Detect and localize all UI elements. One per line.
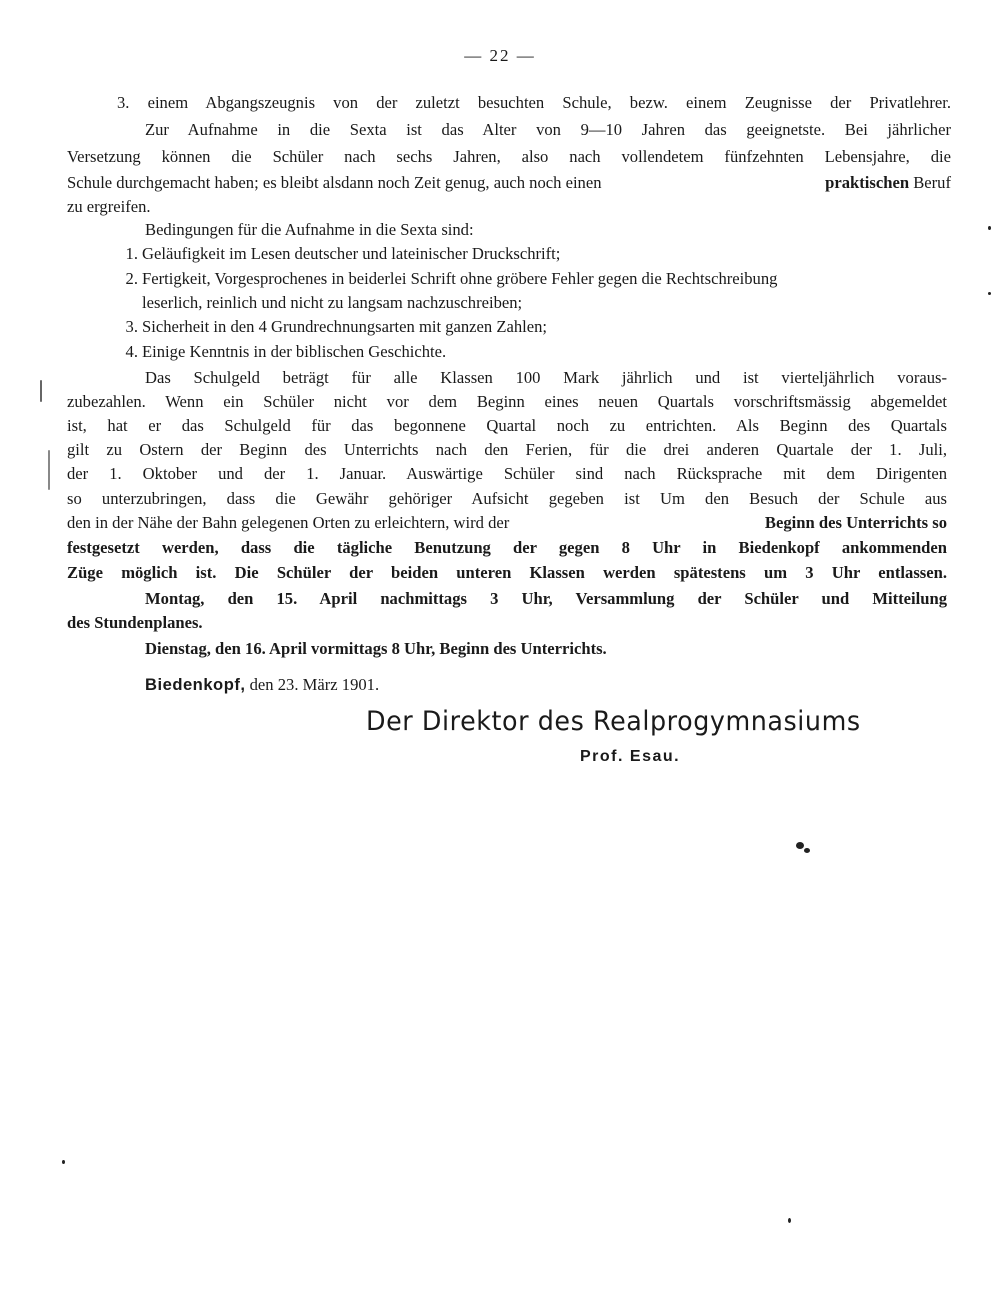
ink-speck [788, 1218, 791, 1223]
condition-item-2 [116, 268, 946, 290]
announcement-montag-line1: Montag, den 15. April nachmittags 3 Uhr, Versammlung der Schüler und Mitteilung [145, 589, 947, 608]
paragraph-schulgeld-line7 [67, 512, 947, 534]
item-number: 2. [125, 269, 138, 288]
item-number: 3. [125, 317, 138, 336]
ink-speck [988, 226, 991, 230]
text-segment: Schule durchgemacht haben; es bleibt alsdann noch Zeit genug, auch noch einen [67, 173, 602, 192]
paragraph-aufnahme-line1: Zur Aufnahme in die Sexta ist das Alter von 9—10 Jahren das geeignetste. Bei jährlicher [145, 120, 951, 139]
condition-item-1 [116, 243, 560, 265]
paragraph-schulgeld-line4: gilt zu Ostern der Beginn des Unterrichts nach den Ferien, für die drei anderen Quartale der 1. Juli, [67, 440, 947, 459]
condition-item-2-cont: leserlich, reinlich und nicht zu langsam nachzuschreiben; [142, 293, 523, 312]
item-text: Sicherheit in den 4 Grundrechnungsarten mit ganzen Zahlen; [142, 317, 548, 336]
item-text: Einige Kenntnis in der biblischen Geschichte. [142, 342, 447, 361]
page-number: — 22 — [464, 46, 536, 65]
paragraph-aufnahme-line3 [67, 172, 951, 194]
paragraph-schulgeld-line5: der 1. Oktober und der 1. Januar. Auswärtige Schüler sind nach Rücksprache mit dem Dirigenten [67, 464, 947, 483]
item-text: Fertigkeit, Vorgesprochenes in beiderlei Schrift ohne gröbere Fehler gegen die Rechtschreibung [142, 269, 778, 288]
item-text: Geläufigkeit im Lesen deutscher und lateinischer Druckschrift; [142, 244, 561, 263]
paragraph-schulgeld-line8: festgesetzt werden, dass die tägliche Benutzung der gegen 8 Uhr in Biedenkopf ankommenden [67, 538, 947, 557]
line-abgangszeugnis: 3. einem Abgangszeugnis von der zuletzt besuchten Schule, bezw. einem Zeugnisse der Privatlehrer. [117, 93, 951, 112]
paragraph-aufnahme-line4: zu ergreifen. [67, 197, 151, 216]
place-name: Biedenkopf, [145, 675, 246, 694]
conditions-heading: Bedingungen für die Aufnahme in die Sexta sind: [145, 220, 474, 239]
text-segment: den in der Nähe der Bahn gelegenen Orten zu erleichtern, wird der [67, 513, 510, 532]
place-date [145, 674, 379, 696]
paragraph-schulgeld-line3: ist, hat er das Schulgeld für das begonnene Quartal noch zu entrichten. Als Beginn des Quartals [67, 416, 947, 435]
item-number: 4. [125, 342, 138, 361]
paragraph-schulgeld-line2: zubezahlen. Wenn ein Schüler nicht vor dem Beginn eines neuen Quartals vorschriftsmässig abgemeldet [67, 392, 947, 411]
date-text: den 23. März 1901. [249, 675, 380, 694]
condition-item-4 [116, 341, 446, 363]
paragraph-schulgeld-line1: Das Schulgeld beträgt für alle Klassen 100 Mark jährlich und ist vierteljährlich voraus- [145, 368, 947, 387]
ink-speck [62, 1160, 65, 1164]
announcement-dienstag: Dienstag, den 16. April vormittags 8 Uhr, Beginn des Unterrichts. [145, 639, 607, 658]
item-number: 1. [125, 244, 138, 263]
text-segment: Beruf [913, 173, 951, 192]
margin-mark [40, 380, 42, 402]
margin-mark [48, 450, 50, 490]
signature-name: Prof. Esau. [580, 748, 681, 765]
ink-speck [804, 848, 810, 853]
ink-speck [796, 842, 804, 849]
paragraph-aufnahme-line2: Versetzung können die Schüler nach sechs Jahren, also nach vollendetem fünfzehnten Lebensjahre, die [67, 147, 951, 166]
ink-speck [988, 292, 991, 295]
condition-item-3 [116, 316, 547, 338]
emphasis-beginn: Beginn des Unterrichts so [764, 513, 947, 532]
paragraph-schulgeld-line9: Züge möglich ist. Die Schüler der beiden unteren Klassen werden spätestens um 3 Uhr entlassen. [67, 563, 947, 582]
signature-title: Der Direktor des Realprogymnasiums [366, 706, 861, 737]
announcement-montag-line2: des Stundenplanes. [67, 613, 203, 632]
paragraph-schulgeld-line6: so unterzubringen, dass die Gewähr gehöriger Aufsicht gegeben ist Um den Besuch der Schule aus [67, 489, 947, 508]
emphasis-praktischen: praktischen [825, 173, 910, 192]
